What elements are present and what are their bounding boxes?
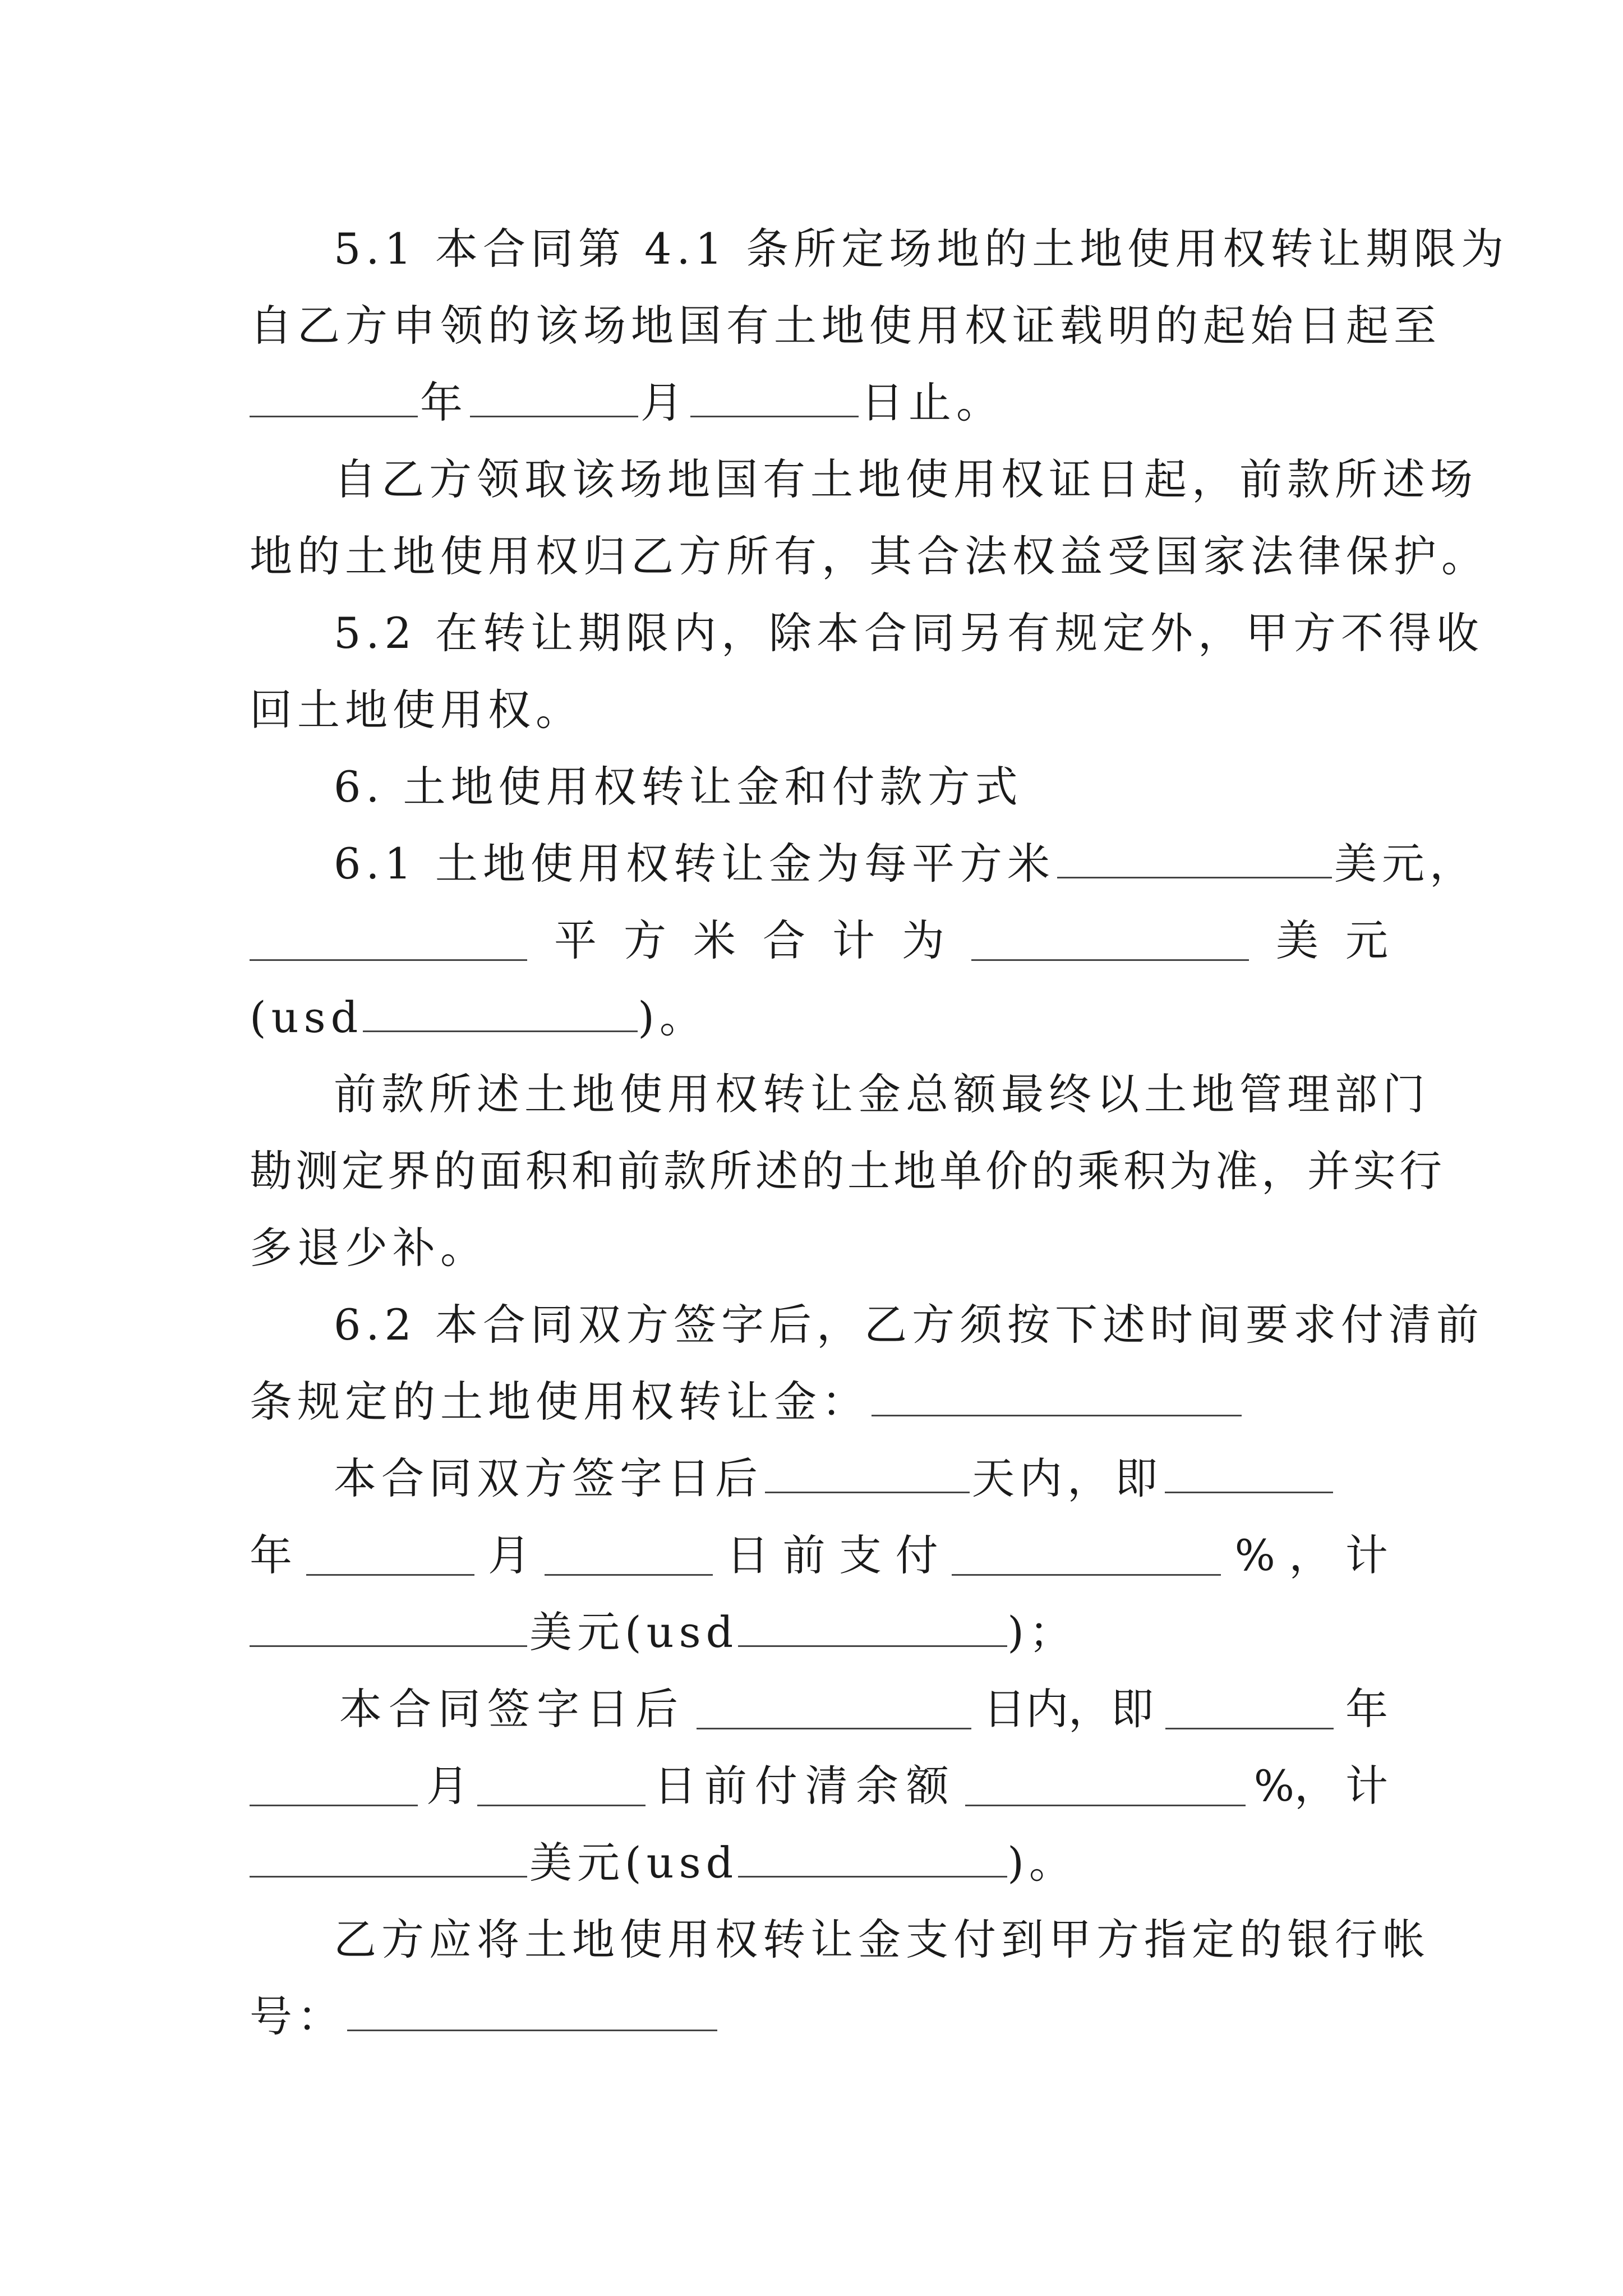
usd-close: )。 <box>638 992 707 1042</box>
day-blank <box>545 1535 713 1576</box>
section-6-heading <box>250 748 1388 825</box>
clause-5-1-text-2: 自乙方申领的该场地国有土地使用权证载明的起始日起至 <box>250 301 1441 351</box>
rights-para-line-1 <box>250 441 1478 518</box>
installment-1-text: 本合同双方签字日后 <box>334 1453 763 1503</box>
char: 方 <box>624 915 666 965</box>
month-blank <box>306 1535 474 1576</box>
installment-2-text: 本合同签字日后 <box>339 1684 685 1734</box>
usd-open: 美元(usd <box>529 1838 739 1888</box>
char: 付 <box>895 1530 938 1580</box>
bank-account-line-1 <box>250 1901 1430 1978</box>
clause-5-1-text-1: 5.1 本合同第 4.1 条所定场地的土地使用权转让期限为 <box>334 224 1509 274</box>
usd-open: (usd <box>250 992 363 1042</box>
char: 平 <box>554 915 597 965</box>
percent-blank <box>952 1535 1221 1576</box>
char: 前 <box>782 1530 826 1580</box>
clause-6-2-text-2: 条规定的土地使用权转让金： <box>250 1377 869 1427</box>
area-blank <box>250 920 527 961</box>
char: 计 <box>832 915 875 965</box>
percent-label: %， <box>1253 1761 1337 1811</box>
amount-blank <box>250 1837 527 1878</box>
installment-2-line-1 <box>250 1671 1388 1747</box>
char: ， <box>1289 1530 1332 1580</box>
usd-label: 美元， <box>1334 839 1478 889</box>
clause-5-2-text-2: 回土地使用权。 <box>250 685 583 735</box>
clause-6-1-line-1 <box>250 825 1478 902</box>
month-blank <box>250 1765 418 1806</box>
total-blank <box>971 920 1249 961</box>
usd-close: )； <box>1007 1607 1077 1657</box>
total-para-line-3 <box>250 1209 1388 1286</box>
char: 日 <box>726 1530 769 1580</box>
clause-6-2-line-1 <box>250 1286 1484 1363</box>
section-6-title: 6. 土地使用权转让金和付款方式 <box>334 762 1023 812</box>
year-blank <box>250 376 418 417</box>
month-label: 月 <box>426 1761 469 1811</box>
month-label: 月 <box>640 378 688 427</box>
usd-blank <box>738 1606 1007 1647</box>
installment-1-line-3 <box>250 1594 1388 1671</box>
day-blank <box>690 376 859 417</box>
char: 月 <box>488 1530 531 1580</box>
year-label: 年 <box>420 378 468 427</box>
rights-para-text-2: 地的土地使用权归乙方所有，其合法权益受国家法律保护。 <box>250 531 1489 581</box>
clause-6-1-line-2 <box>250 902 1388 979</box>
char: 支 <box>839 1530 882 1580</box>
char: 年 <box>250 1530 292 1580</box>
account-number-blank <box>347 1990 717 2031</box>
clause-5-2-line-2 <box>250 671 1388 748</box>
within-days-label: 日内，即 <box>983 1684 1154 1734</box>
days-blank <box>697 1688 971 1729</box>
total-para-line-2 <box>250 1133 1445 1209</box>
total-para-text-1: 前款所述土地使用权转让金总额最终以土地管理部门 <box>334 1069 1430 1119</box>
days-blank <box>765 1452 970 1493</box>
char: 美 <box>1276 915 1318 965</box>
bank-account-line-2 <box>250 1978 1388 2055</box>
unit-price-blank <box>1057 838 1332 878</box>
installment-1-line-2 <box>250 1517 1388 1594</box>
usd-blank <box>738 1837 1007 1878</box>
clause-5-1-line-3 <box>250 364 1388 441</box>
char: 计 <box>1345 1761 1388 1811</box>
year-blank <box>1165 1688 1334 1729</box>
total-para-text-2: 勘测定界的面积和前款所述的土地单价的乘积为准，并实行 <box>250 1146 1445 1196</box>
balance-label: 日前付清余额 <box>653 1761 957 1811</box>
char: 为 <box>902 915 944 965</box>
amount-blank <box>250 1606 527 1647</box>
installment-2-line-2 <box>250 1747 1388 1824</box>
percent-blank <box>965 1765 1246 1806</box>
clause-6-2-text-1: 6.2 本合同双方签字后，乙方须按下述时间要求付清前 <box>334 1300 1484 1350</box>
clause-6-1-line-3 <box>250 979 1388 1056</box>
usd-total-blank <box>363 991 638 1032</box>
clause-6-1-text-1: 6.1 土地使用权转让金为每平方米 <box>334 839 1055 889</box>
bank-account-text: 乙方应将土地使用权转让金支付到甲方指定的银行帐 <box>334 1915 1430 1964</box>
clause-5-1-line-1 <box>250 210 1509 287</box>
year-label: 年 <box>1345 1684 1388 1734</box>
char: 计 <box>1345 1530 1388 1580</box>
char: 米 <box>693 915 736 965</box>
char: 合 <box>763 915 805 965</box>
year-blank <box>1165 1452 1333 1493</box>
installment-1-line-1 <box>250 1440 1388 1517</box>
usd-open: 美元(usd <box>529 1607 739 1657</box>
account-number-label: 号： <box>250 1991 345 2041</box>
total-para-line-1 <box>250 1056 1430 1133</box>
clause-5-1-line-2 <box>250 287 1441 364</box>
day-blank <box>477 1765 645 1806</box>
day-label: 日止。 <box>861 378 1004 427</box>
clause-6-2-line-2 <box>250 1363 1388 1440</box>
rights-para-text-1: 自乙方领取该场地国有土地使用权证日起，前款所述场 <box>334 454 1478 504</box>
payment-blank <box>872 1375 1242 1416</box>
char: % <box>1234 1530 1275 1580</box>
within-days-label: 天内，即 <box>972 1453 1163 1503</box>
char: 元 <box>1345 915 1388 965</box>
rights-para-line-2 <box>250 518 1489 595</box>
installment-2-line-3 <box>250 1824 1388 1901</box>
clause-5-2-text-1: 5.2 在转让期限内，除本合同另有规定外，甲方不得收 <box>334 608 1484 658</box>
clause-5-2-line-1 <box>250 595 1484 671</box>
month-blank <box>470 376 638 417</box>
total-para-text-3: 多退少补。 <box>250 1223 488 1273</box>
contract-page <box>250 210 1509 2055</box>
usd-close: )。 <box>1007 1838 1077 1888</box>
